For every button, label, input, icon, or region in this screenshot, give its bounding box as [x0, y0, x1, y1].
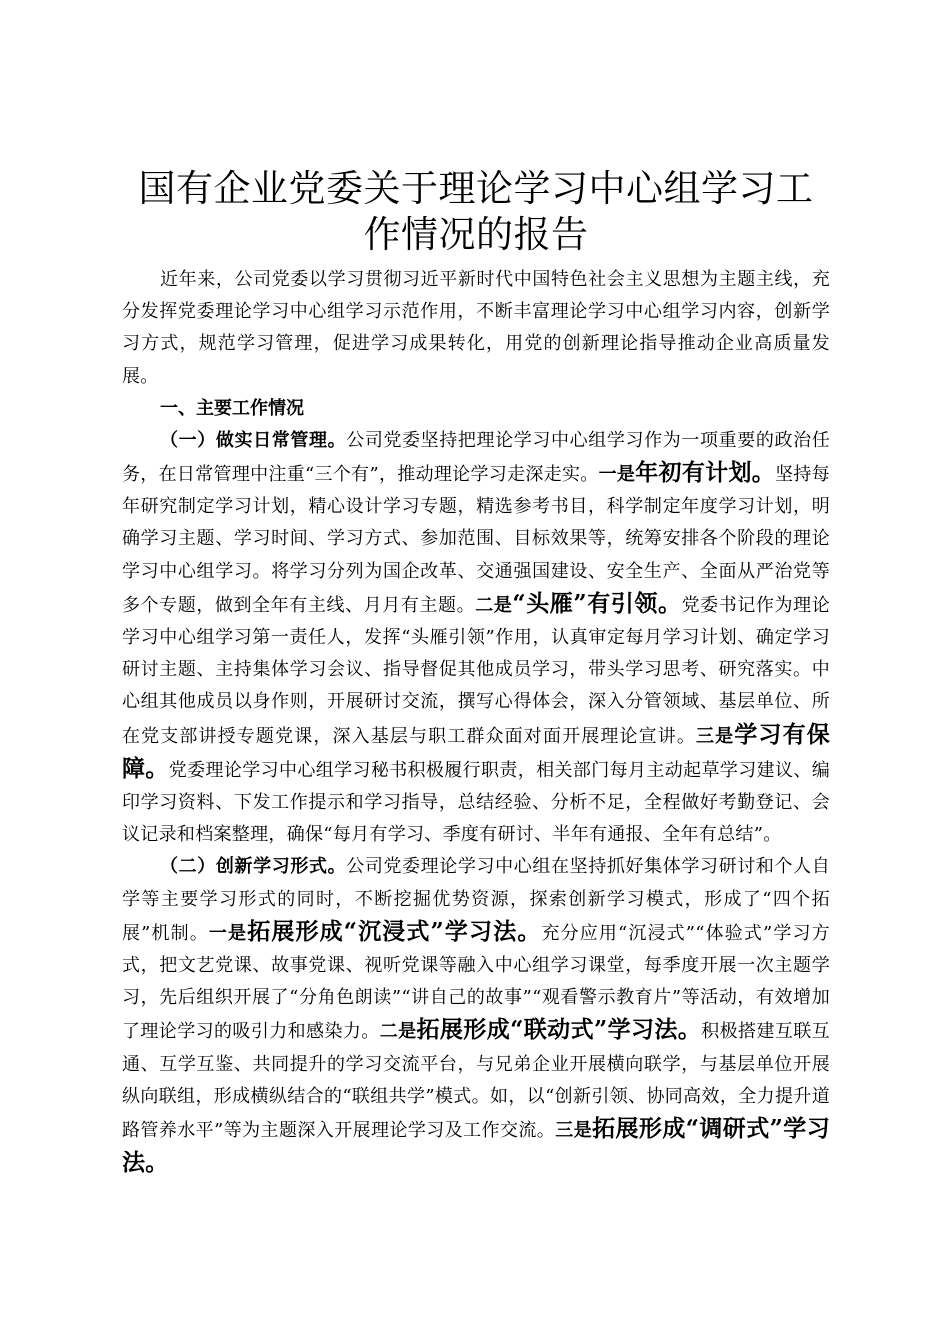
paragraph-text: 公司党委坚持把理论学习中心组学习作为一项重要的政治任务，在日常管理中注重“三个有”，推动理论学习走深走实。	[122, 429, 830, 486]
paragraph-innovative-forms	[122, 851, 830, 1181]
list-marker: 二是	[379, 1021, 417, 1043]
paragraph-text: 坚持每年研究制定学习计划，精心设计学习专题，精选参考书目，科学制定年度学习计划，明确学习主题、学习时间、学习方式、参加范围、目标效果等，统筹安排各个阶段的理论学习中心组学习。将学习分列为国企改革、交通强国建设、安全生产、全面从严治党等多个专题，做到全年有主线、月月有主题。	[122, 464, 830, 616]
emphasis-heading: 年初有计划。	[635, 459, 776, 487]
paragraph-text: 党委理论学习中心组学习秘书积极履行职责，相关部门每月主动起草学习建议、编印学习资料、下发工作提示和学习指导，总结经验、分析不足，全程做好考勤登记、会议记录和档案整理，确保“每月有学习、季度有研讨、半年有通报、全年有总结”。	[122, 759, 830, 846]
paragraph-text: 积极搭建互联互通、互学互鉴、共同提升的学习交流平台，与兄弟企业开展横向联学，与基层单位开展纵向联组，形成横纵结合的“联组共学”模式。如，以“创新引领、协同高效，全力提升道路管养水平”等为主题深入开展理论学习及工作交流。	[122, 1021, 830, 1142]
intro-paragraph: 近年来，公司党委以学习贯彻习近平新时代中国特色社会主义思想为主题主线，充分发挥党委理论学习中心组学习示范作用，不断丰富理论学习中心组学习内容，创新学习方式，规范学习管理，促进学习成果转化，用党的创新理论指导推动企业高质量发展。	[122, 269, 830, 387]
emphasis-heading: 拓展形成“联动式”学习法。	[416, 1016, 702, 1044]
emphasis-heading: 拓展形成“沉浸式”学习法。	[247, 917, 542, 945]
list-marker: 一是	[598, 464, 636, 486]
paragraph-text: 公司党委理论学习中心组在坚持抓好集体学习研讨和个人自学等主要学习形式的同时，不断挖掘优势资源，探索创新学习模式，形成了“四个拓展”机制。	[122, 856, 830, 944]
list-marker: 二是	[475, 594, 513, 616]
list-marker: 三是	[696, 725, 735, 747]
paragraph-text: 充分应用“沉浸式”“体验式”学习方式，把文艺党课、故事党课、视听党课等融入中心组学习课堂，每季度开展一次主题学习，先后组织开展了“分角色朗读”“讲自己的故事”“观看警示教育片”等活动，有效增加了理论学习的吸引力和感染力。	[122, 922, 830, 1043]
paragraph-daily-management	[122, 425, 830, 852]
section-heading-main-work: 一、主要工作情况	[160, 397, 304, 419]
emphasis-heading: 学习有保障。	[122, 720, 830, 782]
paragraph-text: 党委书记作为理论学习中心组学习第一责任人，发挥“头雁引领”作用，认真审定每月学习计划、确定学习研讨主题、主持集体学习会议、指导督促其他成员学习，带头学习思考、研究落实。中心组其他成员以身作则，开展研讨交流，撰写心得体会，深入分管领域、基层单位、所在党支部讲授专题党课，深入基层与职工群众面对面开展理论宣讲。	[122, 594, 831, 747]
list-marker: 一是	[208, 922, 248, 944]
document-title: 国有企业党委关于理论学习中心组学习工作情况的报告	[138, 167, 814, 256]
sub-heading-daily-management: （一）做实日常管理。	[160, 429, 347, 451]
emphasis-heading: 拓展形成“调研式”学习法。	[122, 1115, 830, 1177]
list-marker: 三是	[555, 1120, 593, 1142]
emphasis-heading: “头雁”有引领。	[512, 589, 682, 617]
sub-heading-innovative-forms: （二）创新学习形式。	[160, 856, 347, 878]
